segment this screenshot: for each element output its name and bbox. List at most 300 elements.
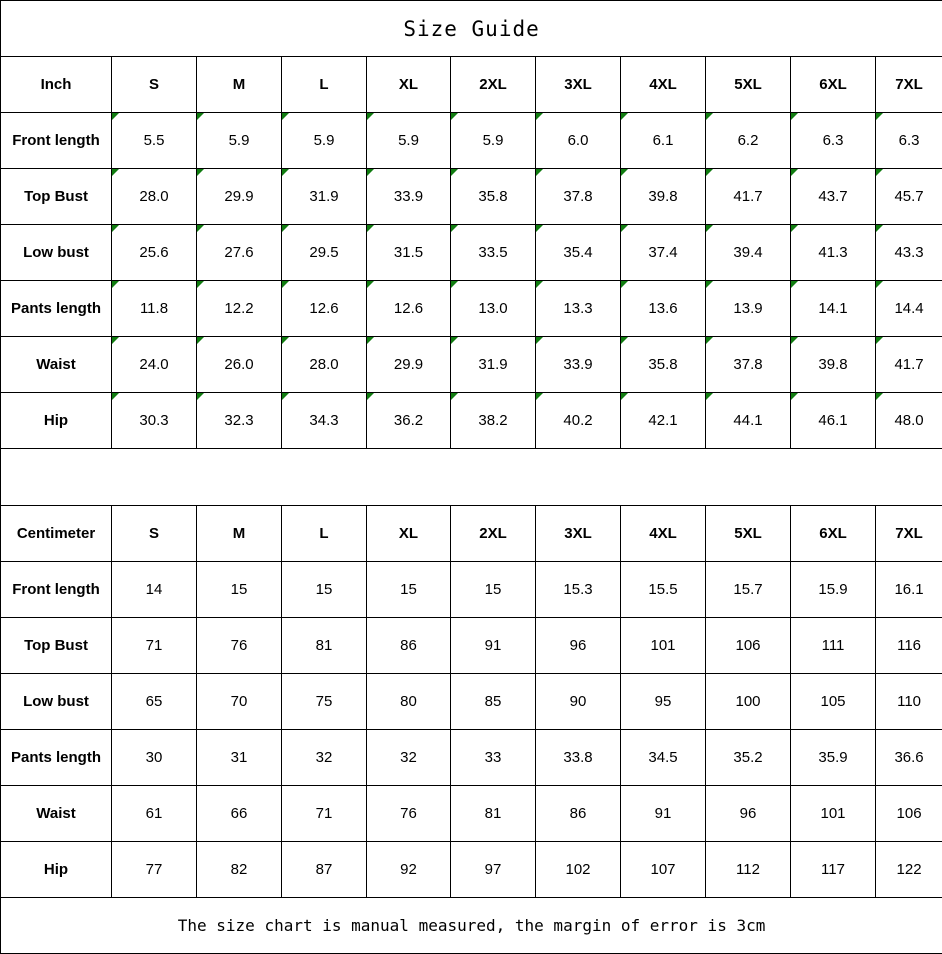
size-value-cell: [451, 729, 536, 785]
cell-corner-marker-icon: [197, 225, 204, 232]
cell-value: 95: [654, 692, 672, 710]
cell-corner-marker-icon: [706, 393, 713, 400]
cell-corner-marker-icon: [876, 113, 883, 120]
measurement-row: [1, 113, 942, 169]
size-value-cell: [112, 617, 197, 673]
size-col-header: 4XL: [621, 57, 706, 113]
cell-corner-marker-icon: [451, 113, 458, 120]
cell-corner-marker-icon: [621, 225, 628, 232]
title-row: [1, 1, 942, 57]
size-value-cell: [367, 841, 451, 897]
cell-corner-marker-icon: [451, 393, 458, 400]
cell-corner-marker-icon: [791, 281, 798, 288]
footer-row: [1, 897, 942, 953]
size-value-cell: [876, 617, 942, 673]
size-col-header: L: [282, 505, 367, 561]
cell-value: 91: [654, 804, 672, 822]
cell-value: 86: [400, 636, 417, 654]
size-value-cell: [367, 729, 451, 785]
size-value-cell: [876, 169, 942, 225]
cell-value: 29.9: [393, 356, 424, 374]
size-col-header: 5XL: [706, 57, 791, 113]
cell-value: 35.2: [733, 748, 763, 766]
size-value-cell: [621, 113, 706, 169]
unit-header-cell: Inch: [1, 57, 112, 113]
size-value-cell: [112, 841, 197, 897]
size-value-cell: [621, 561, 706, 617]
size-header-row: [1, 57, 942, 113]
size-col-header: 5XL: [706, 505, 791, 561]
size-value-cell: [706, 113, 791, 169]
cell-value: 102: [565, 860, 591, 878]
size-value-cell: [282, 337, 367, 393]
cell-corner-marker-icon: [282, 281, 289, 288]
size-value-cell: [876, 281, 942, 337]
size-value-cell: [451, 281, 536, 337]
cell-corner-marker-icon: [876, 225, 883, 232]
cell-value: 85: [484, 692, 502, 710]
cell-value: 33.9: [563, 356, 593, 374]
cell-value: 87: [315, 860, 333, 878]
cell-value: 12.6: [393, 300, 424, 318]
cell-value: 81: [484, 804, 502, 822]
cell-value: 24.0: [139, 356, 169, 374]
cell-corner-marker-icon: [536, 281, 543, 288]
cell-value: 117: [821, 860, 845, 878]
size-value-cell: [876, 393, 942, 449]
cell-value: 91: [484, 636, 502, 654]
cell-value: 45.7: [894, 188, 924, 206]
size-value-cell: [706, 561, 791, 617]
cell-corner-marker-icon: [367, 337, 374, 344]
cell-value: 13.6: [648, 300, 678, 318]
size-value-cell: [621, 393, 706, 449]
measurement-row: [1, 561, 942, 617]
cell-corner-marker-icon: [112, 225, 119, 232]
cell-value: 39.8: [818, 356, 848, 374]
cell-value: 25.6: [139, 244, 169, 262]
cell-value: 39.4: [733, 244, 763, 262]
cell-corner-marker-icon: [367, 225, 374, 232]
size-value-cell: [451, 169, 536, 225]
cell-corner-marker-icon: [706, 225, 713, 232]
size-value-cell: [197, 785, 282, 841]
cell-value: 15: [230, 580, 248, 598]
cell-value: 6.3: [822, 132, 844, 150]
size-value-cell: [791, 617, 876, 673]
size-value-cell: [621, 337, 706, 393]
cell-corner-marker-icon: [451, 337, 458, 344]
cell-value: 80: [400, 692, 417, 710]
size-value-cell: [367, 393, 451, 449]
measurement-row: [1, 673, 942, 729]
size-value-cell: [112, 281, 197, 337]
cell-corner-marker-icon: [451, 225, 458, 232]
size-value-cell: [706, 617, 791, 673]
row-label: Waist: [1, 337, 112, 393]
size-value-cell: [621, 729, 706, 785]
cell-value: 44.1: [733, 412, 763, 430]
size-value-cell: [112, 225, 197, 281]
cell-value: 6.1: [652, 132, 674, 150]
cell-value: 76: [400, 804, 417, 822]
size-col-header: S: [112, 505, 197, 561]
size-value-cell: [197, 561, 282, 617]
size-value-cell: [367, 785, 451, 841]
cell-corner-marker-icon: [197, 337, 204, 344]
cell-value: 106: [735, 636, 761, 654]
size-value-cell: [621, 841, 706, 897]
size-value-cell: [536, 785, 621, 841]
row-label: Pants length: [1, 281, 112, 337]
size-value-cell: [876, 113, 942, 169]
cell-corner-marker-icon: [197, 169, 204, 176]
cell-value: 37.8: [733, 356, 763, 374]
footer-note: The size chart is manual measured, the margin of error is 3cm: [1, 897, 942, 953]
size-value-cell: [536, 841, 621, 897]
size-value-cell: [282, 785, 367, 841]
size-value-cell: [197, 729, 282, 785]
cell-corner-marker-icon: [876, 281, 883, 288]
size-value-cell: [112, 673, 197, 729]
cell-value: 111: [821, 636, 845, 654]
size-value-cell: [112, 729, 197, 785]
cell-value: 15: [484, 580, 502, 598]
size-value-cell: [451, 113, 536, 169]
size-col-header: 7XL: [876, 505, 942, 561]
row-label: Hip: [1, 841, 112, 897]
measurement-row: [1, 785, 942, 841]
size-value-cell: [536, 617, 621, 673]
size-value-cell: [282, 673, 367, 729]
cell-corner-marker-icon: [536, 393, 543, 400]
measurement-row: [1, 841, 942, 897]
cell-value: 5.5: [143, 132, 165, 150]
size-col-header: 7XL: [876, 57, 942, 113]
cell-value: 36.6: [894, 748, 924, 766]
cell-value: 31.9: [478, 356, 508, 374]
cell-value: 15.5: [648, 580, 678, 598]
cell-value: 34.5: [648, 748, 678, 766]
cell-value: 39.8: [648, 188, 678, 206]
cell-corner-marker-icon: [282, 337, 289, 344]
cell-value: 90: [569, 692, 587, 710]
size-value-cell: [451, 841, 536, 897]
size-value-cell: [451, 617, 536, 673]
size-value-cell: [112, 561, 197, 617]
size-col-header: M: [197, 505, 282, 561]
cell-value: 37.4: [648, 244, 678, 262]
size-value-cell: [536, 225, 621, 281]
size-value-cell: [451, 393, 536, 449]
size-value-cell: [197, 617, 282, 673]
size-value-cell: [367, 617, 451, 673]
cell-value: 15: [400, 580, 417, 598]
size-value-cell: [791, 281, 876, 337]
cell-value: 31.5: [393, 244, 424, 262]
size-value-cell: [451, 673, 536, 729]
row-label: Front length: [1, 561, 112, 617]
size-value-cell: [197, 337, 282, 393]
size-value-cell: [791, 673, 876, 729]
cell-value: 5.9: [313, 132, 335, 150]
size-value-cell: [706, 225, 791, 281]
size-value-cell: [706, 673, 791, 729]
cell-value: 33.5: [478, 244, 508, 262]
cell-value: 65: [145, 692, 163, 710]
cell-value: 35.8: [648, 356, 678, 374]
size-value-cell: [706, 281, 791, 337]
size-col-header: 3XL: [536, 505, 621, 561]
cell-value: 15.9: [818, 580, 848, 598]
size-value-cell: [791, 785, 876, 841]
cell-value: 6.2: [737, 132, 759, 150]
size-value-cell: [197, 393, 282, 449]
size-value-cell: [197, 673, 282, 729]
cell-corner-marker-icon: [451, 169, 458, 176]
cell-value: 43.7: [818, 188, 848, 206]
size-value-cell: [621, 617, 706, 673]
cell-value: 12.2: [224, 300, 254, 318]
cell-value: 27.6: [224, 244, 254, 262]
cell-corner-marker-icon: [536, 225, 543, 232]
size-value-cell: [536, 673, 621, 729]
cell-corner-marker-icon: [621, 337, 628, 344]
cell-value: 31.9: [309, 188, 339, 206]
separator-cell: [1, 449, 942, 505]
size-value-cell: [282, 225, 367, 281]
cell-value: 31: [230, 748, 248, 766]
size-value-cell: [706, 841, 791, 897]
cell-corner-marker-icon: [621, 393, 628, 400]
cell-value: 6.0: [567, 132, 589, 150]
cell-value: 28.0: [139, 188, 169, 206]
cell-value: 11.8: [139, 300, 169, 318]
cell-corner-marker-icon: [367, 393, 374, 400]
cell-value: 75: [315, 692, 333, 710]
cell-corner-marker-icon: [706, 337, 713, 344]
cell-value: 77: [145, 860, 163, 878]
cell-value: 107: [650, 860, 676, 878]
size-value-cell: [197, 169, 282, 225]
size-col-header: M: [197, 57, 282, 113]
size-value-cell: [451, 785, 536, 841]
cell-value: 82: [230, 860, 248, 878]
cell-value: 37.8: [563, 188, 593, 206]
cell-corner-marker-icon: [536, 113, 543, 120]
size-value-cell: [536, 169, 621, 225]
cell-corner-marker-icon: [791, 393, 798, 400]
cell-corner-marker-icon: [367, 281, 374, 288]
row-label: Hip: [1, 393, 112, 449]
size-value-cell: [367, 169, 451, 225]
row-label: Low bust: [1, 673, 112, 729]
cell-value: 14: [145, 580, 163, 598]
measurement-row: [1, 337, 942, 393]
size-value-cell: [367, 225, 451, 281]
size-col-header: 3XL: [536, 57, 621, 113]
size-value-cell: [621, 281, 706, 337]
cell-value: 35.9: [818, 748, 848, 766]
row-label: Front length: [1, 113, 112, 169]
size-value-cell: [621, 673, 706, 729]
size-col-header: 2XL: [451, 57, 536, 113]
size-value-cell: [706, 393, 791, 449]
cell-corner-marker-icon: [112, 281, 119, 288]
cell-corner-marker-icon: [451, 281, 458, 288]
size-value-cell: [876, 785, 942, 841]
measurement-row: [1, 617, 942, 673]
cell-value: 32: [400, 748, 417, 766]
size-col-header: 2XL: [451, 505, 536, 561]
size-value-cell: [367, 673, 451, 729]
cell-value: 70: [230, 692, 248, 710]
size-value-cell: [112, 785, 197, 841]
row-label: Pants length: [1, 729, 112, 785]
cell-value: 86: [569, 804, 587, 822]
row-label: Waist: [1, 785, 112, 841]
size-value-cell: [536, 561, 621, 617]
cell-value: 5.9: [482, 132, 504, 150]
cell-value: 29.9: [224, 188, 254, 206]
size-col-header: 6XL: [791, 505, 876, 561]
cell-value: 41.7: [733, 188, 763, 206]
cell-value: 112: [736, 860, 760, 878]
size-col-header: 6XL: [791, 57, 876, 113]
cell-corner-marker-icon: [112, 113, 119, 120]
size-value-cell: [621, 225, 706, 281]
size-value-cell: [112, 393, 197, 449]
cell-value: 41.3: [818, 244, 848, 262]
cell-corner-marker-icon: [706, 113, 713, 120]
cell-value: 33.9: [393, 188, 424, 206]
size-value-cell: [791, 113, 876, 169]
size-value-cell: [876, 673, 942, 729]
cell-value: 92: [400, 860, 417, 878]
cell-value: 101: [820, 804, 846, 822]
size-value-cell: [282, 729, 367, 785]
size-value-cell: [112, 169, 197, 225]
row-label: Top Bust: [1, 617, 112, 673]
cell-value: 46.1: [818, 412, 848, 430]
size-value-cell: [791, 169, 876, 225]
size-value-cell: [706, 337, 791, 393]
cell-corner-marker-icon: [791, 225, 798, 232]
size-value-cell: [536, 281, 621, 337]
cell-value: 71: [315, 804, 333, 822]
size-value-cell: [791, 225, 876, 281]
cell-value: 48.0: [894, 412, 924, 430]
cell-value: 12.6: [309, 300, 339, 318]
size-value-cell: [367, 113, 451, 169]
cell-value: 96: [569, 636, 587, 654]
size-value-cell: [451, 337, 536, 393]
size-value-cell: [706, 785, 791, 841]
size-value-cell: [876, 841, 942, 897]
cell-corner-marker-icon: [791, 113, 798, 120]
cell-corner-marker-icon: [112, 393, 119, 400]
size-value-cell: [791, 393, 876, 449]
size-col-header: XL: [367, 57, 451, 113]
cell-corner-marker-icon: [197, 393, 204, 400]
cell-value: 40.2: [563, 412, 593, 430]
size-value-cell: [367, 561, 451, 617]
cell-corner-marker-icon: [282, 225, 289, 232]
cell-corner-marker-icon: [876, 337, 883, 344]
size-value-cell: [536, 393, 621, 449]
cell-value: 5.9: [398, 132, 419, 150]
cell-value: 42.1: [648, 412, 678, 430]
cell-value: 14.4: [894, 300, 924, 318]
size-header-row: [1, 505, 942, 561]
cell-value: 38.2: [478, 412, 508, 430]
measurement-row: [1, 281, 942, 337]
unit-header-cell: Centimeter: [1, 505, 112, 561]
cell-value: 5.9: [228, 132, 250, 150]
size-value-cell: [536, 113, 621, 169]
cell-corner-marker-icon: [282, 169, 289, 176]
cell-value: 33.8: [563, 748, 593, 766]
cell-value: 76: [230, 636, 248, 654]
size-value-cell: [197, 281, 282, 337]
cell-value: 35.8: [478, 188, 508, 206]
cell-corner-marker-icon: [706, 281, 713, 288]
measurement-row: [1, 225, 942, 281]
measurement-row: [1, 729, 942, 785]
cell-value: 81: [315, 636, 333, 654]
cell-value: 35.4: [563, 244, 593, 262]
table-separator-row: [1, 449, 942, 505]
size-value-cell: [621, 785, 706, 841]
cell-corner-marker-icon: [706, 169, 713, 176]
cell-corner-marker-icon: [621, 113, 628, 120]
cell-value: 34.3: [309, 412, 339, 430]
cell-corner-marker-icon: [791, 337, 798, 344]
size-value-cell: [621, 169, 706, 225]
size-value-cell: [451, 225, 536, 281]
size-value-cell: [706, 169, 791, 225]
cell-value: 6.3: [898, 132, 920, 150]
cell-corner-marker-icon: [112, 169, 119, 176]
cell-value: 105: [820, 692, 846, 710]
cell-value: 14.1: [818, 300, 848, 318]
measurement-row: [1, 169, 942, 225]
size-col-header: XL: [367, 505, 451, 561]
cell-value: 15.7: [733, 580, 763, 598]
size-value-cell: [282, 169, 367, 225]
cell-value: 13.9: [733, 300, 763, 318]
cell-value: 15.3: [563, 580, 593, 598]
size-value-cell: [367, 337, 451, 393]
cell-corner-marker-icon: [282, 393, 289, 400]
cell-value: 43.3: [894, 244, 924, 262]
cell-value: 41.7: [894, 356, 924, 374]
cell-value: 28.0: [309, 356, 339, 374]
cell-corner-marker-icon: [536, 337, 543, 344]
cell-corner-marker-icon: [621, 169, 628, 176]
cell-value: 36.2: [393, 412, 424, 430]
size-value-cell: [367, 281, 451, 337]
cell-value: 30: [145, 748, 163, 766]
measurement-row: [1, 393, 942, 449]
cell-corner-marker-icon: [621, 281, 628, 288]
cell-corner-marker-icon: [367, 113, 374, 120]
size-value-cell: [876, 729, 942, 785]
size-value-cell: [791, 841, 876, 897]
cell-value: 66: [230, 804, 248, 822]
cell-corner-marker-icon: [112, 337, 119, 344]
size-value-cell: [112, 113, 197, 169]
